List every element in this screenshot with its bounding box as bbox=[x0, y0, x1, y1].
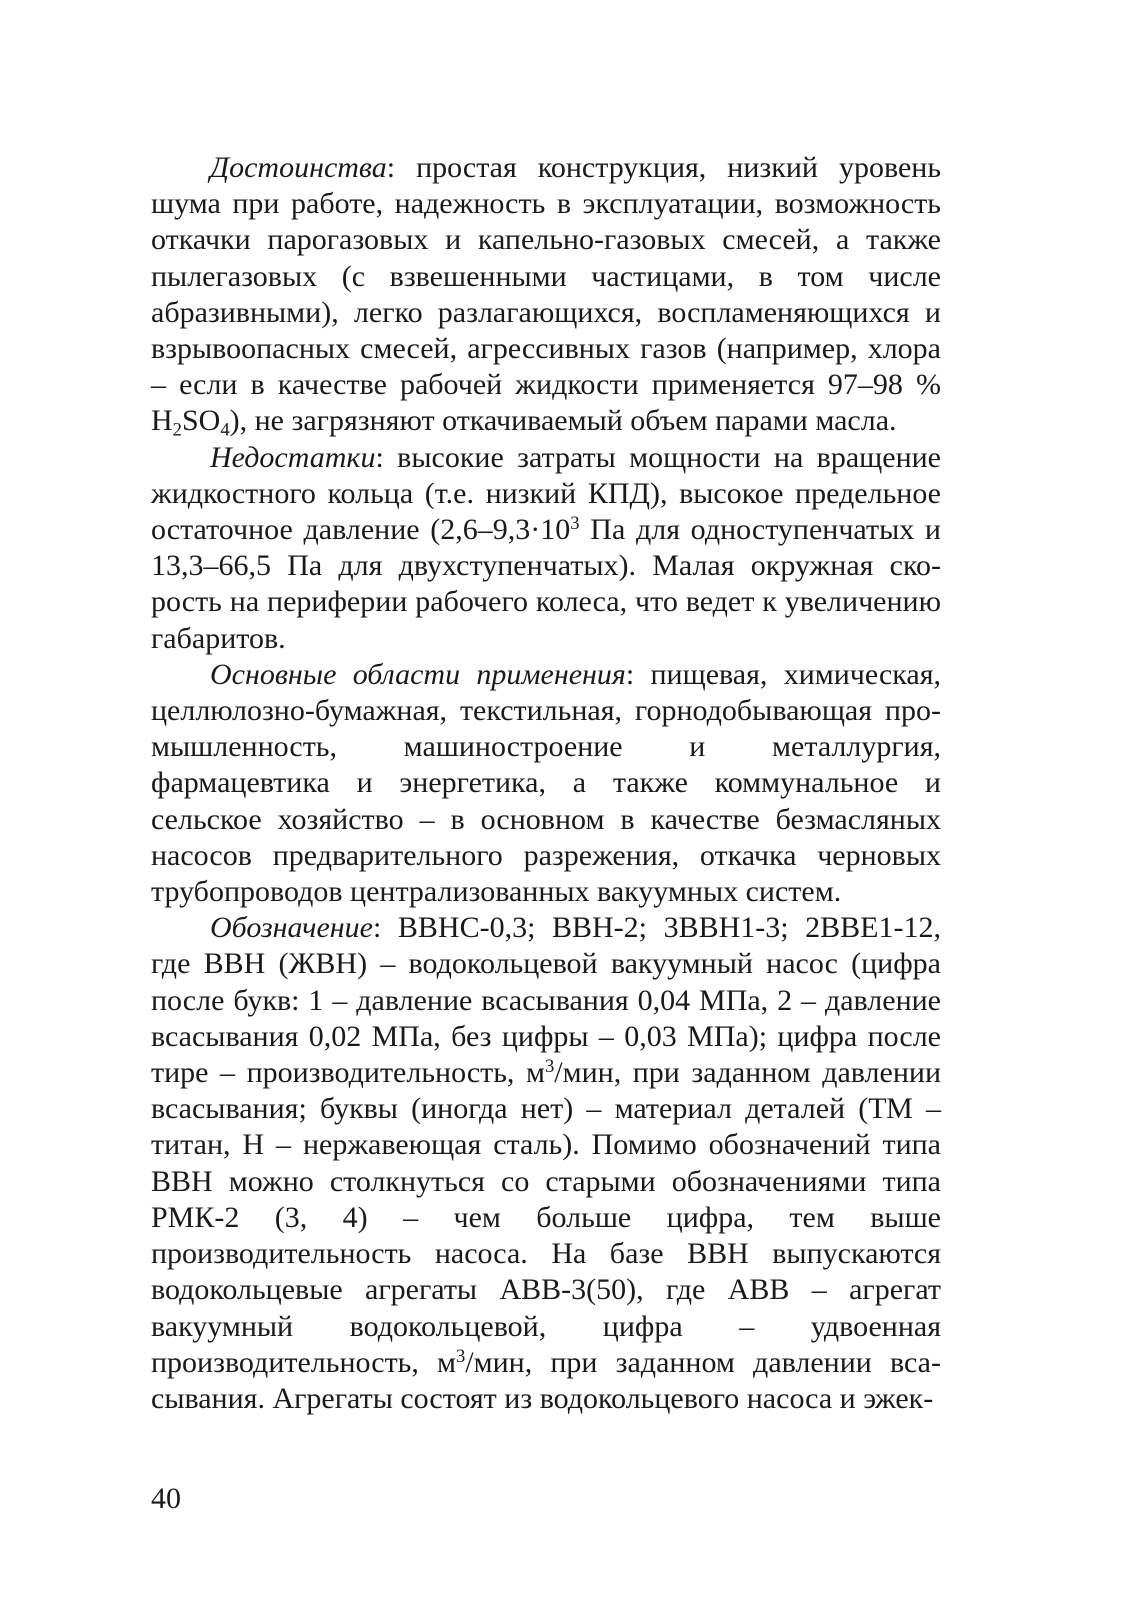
superscript: 3 bbox=[456, 1345, 466, 1367]
paragraph-applications bbox=[151, 657, 941, 910]
page-body bbox=[151, 150, 941, 1417]
paragraph-lead: Недостатки bbox=[210, 440, 376, 474]
paragraph-lead: Обозначение bbox=[210, 911, 373, 945]
paragraph-disadvantages bbox=[151, 440, 941, 657]
superscript: 3 bbox=[570, 512, 580, 534]
paragraph-lead: Основные области применения bbox=[210, 657, 626, 691]
subscript: 2 bbox=[172, 420, 182, 441]
paragraph-text: : пищевая, химическая, целлюлозно-бумажная, текстильная, горнодобывающая промышленность, машиностроение и металлургия, фармацевтика и энергетика, а также коммунальное и сельское хозяйство – в основном в качестве безмасляных насосов предварительного разрежения, откачка черновых трубопроводов централизованных вакуумных систем. bbox=[151, 657, 941, 909]
paragraph-text: : простая конструкция, низкий уровень шума при работе, надежность в эксплуатации, возможность откачки парогазовых и капельно-газовых смесей, а также пылегазовых (с взвешенными частицами, в том числе абразивными), легко разлагающихся, воспламеняющихся и взрывоопасных смесей, агрессивных газов (например, хлора – если в качестве рабочей жидкости применяется 97–98 % H bbox=[151, 151, 941, 438]
paragraph-text: : высокие затраты мощности на вращение жидкостного кольца (т.е. низкий КПД), высокое предельное остаточное давление (2,6–9,3·10 bbox=[151, 440, 941, 547]
paragraph-text: /мин, при заданном давлении всасывания. Агрегаты состоят из водокольцевого насоса и эжек- bbox=[151, 1345, 941, 1415]
superscript: 3 bbox=[544, 1055, 555, 1077]
paragraph-designation bbox=[151, 910, 941, 1417]
page-number: 40 bbox=[151, 1482, 181, 1515]
paragraph-text: SO bbox=[181, 404, 221, 438]
paragraph-text: ), не загрязняют откачиваемый объем парами масла. bbox=[229, 404, 897, 438]
paragraph-text: Па для одноступенчатых и 13,3–66,5 Па для двухступенчатых). Малая окружная скорость на периферии рабочего колеса, что ведет к увеличению габаритов. bbox=[151, 513, 941, 655]
paragraph-advantages bbox=[151, 150, 941, 440]
subscript: 4 bbox=[220, 420, 230, 441]
paragraph-text: : ВВНС-0,3; ВВН-2; 3ВВН1-3; 2ВВЕ1-12, где ВВН (ЖВН) – водокольцевой вакуумный насос (цифра после букв: 1 – давление всасывания 0,04 МПа, 2 – давление всасывания 0,02 МПа, без цифры – 0,03 МПа); цифра после тире – производительность, м bbox=[151, 911, 941, 1090]
paragraph-text: /мин, при заданном давлении всасывания; буквы (иногда нет) – материал деталей (ТМ – титан, Н – нержавеющая сталь). Помимо обозначений типа ВВН можно столкнуться со старыми обозначениями типа РМК-2 (3, 4) – чем больше цифра, тем выше производительность насоса. На базе ВВН выпускаются водокольцевые агрегаты АВВ-3(50), где АВВ – агрегат вакуумный водокольцевой, цифра – удвоенная производительность, м bbox=[151, 1056, 942, 1379]
paragraph-lead: Достоинства bbox=[210, 151, 387, 184]
